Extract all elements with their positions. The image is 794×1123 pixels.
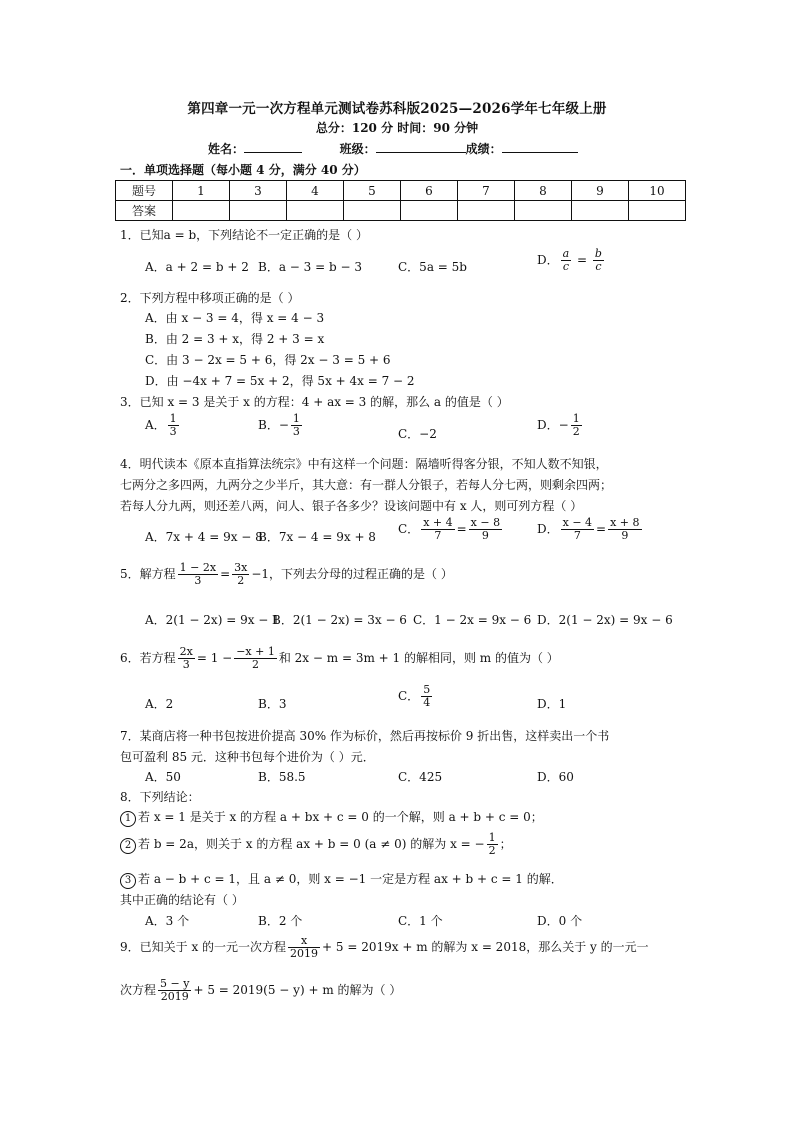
fraction-denominator: 3 [292,425,300,438]
fraction-numerator: 1 [169,412,177,425]
fraction-denominator: 3 [169,425,177,438]
fraction-numerator: x + 4 [423,516,453,529]
answer-cell[interactable] [287,201,344,221]
fraction [593,248,604,273]
q3-option-a-label: A． [145,418,166,432]
table-row-label: 题号 [116,181,173,201]
class-label: 班级： [339,142,376,156]
q6-stem-suffix: 和 2x − m = 3m + 1 的解相同，则 m 的值为（ ） [278,651,559,665]
question-7-line-1: 7．某商店将一种书包按进价提高 30% 作为标价，然后再按标价 9 折出售，这样卖出一个书 [120,729,610,743]
question-9-line-1 [120,935,649,960]
q6-option-d: D．1 [537,697,567,711]
q3-option-b-label: B．− [258,418,289,432]
fraction [178,562,218,587]
q8-tail: 其中正确的结论有（ ） [120,893,244,907]
fraction-denominator: 9 [621,529,629,542]
fraction-denominator: 3 [182,658,190,671]
score-blank [502,141,578,153]
name-label: 姓名： [208,142,245,156]
q2-option-c: C．由 3 − 2x = 5 + 6，得 2x − 3 = 5 + 6 [145,353,391,367]
answer-cell[interactable] [458,201,515,221]
q6-option-a: A．2 [145,697,174,711]
q8-conclusion-3-text: 若 a − b + c = 1，且 a ≠ 0，则 x = −1 一定是方程 ax + b + c = 1 的解． [138,872,563,886]
fraction-denominator: 2019 [160,990,189,1003]
circled-number-3: 3 [120,873,136,889]
fraction-numerator: 1 [292,412,300,425]
q4-option-c: C． $\frac{x + 4}{7}$ = $\frac{x - 8}{9}$ [398,516,501,542]
fraction-numerator: b [594,247,602,260]
table-row-label: 答案 [116,201,173,221]
class-blank [376,141,466,153]
q3-option-a [145,413,181,438]
q5-option-a: A．2(1 − 2x) = 9x − 1 [145,613,280,627]
question-9-line-2 [120,978,401,1003]
fraction-numerator: x + 8 [610,516,640,529]
q8-conclusion-1 [120,808,543,827]
fraction-numerator: 1 [488,831,496,844]
q8-option-c: C．1 个 [398,914,443,928]
q8-conclusion-1-text: 若 x = 1 是关于 x 的方程 a + bx + c = 0 的一个解，则 a + b + c = 0； [138,810,543,824]
q1-option-b: B．a − 3 = b − 3 [258,260,362,274]
q3-option-d-label: D．− [537,418,569,432]
fraction-denominator: 2 [572,425,580,438]
q1-option-c: C．5a = 5b [398,260,467,274]
q8-conclusion-3 [120,870,563,889]
fraction-numerator: 2x [179,645,193,658]
fraction [469,517,502,542]
answer-cell[interactable] [401,201,458,221]
fraction-numerator: 5 [423,683,431,696]
student-info-line [208,140,578,157]
q8-conclusion-2 [120,832,512,857]
fraction-denominator: 4 [423,696,431,709]
q9-line2-suffix: + 5 = 2019(5 − y) + m 的解为（ ） [193,983,402,997]
q8-option-d: D．0 个 [537,914,583,928]
q7-option-c: C．425 [398,770,443,784]
q3-option-b [258,413,304,438]
section-title: 一．单项选择题（每小题 4 分，满分 40 分） [120,163,366,177]
answer-table-header-row [116,181,686,201]
question-4-line-3: 若每人分九两，则还差八两，问人、银子各多少？设该问题中有 x 人，则可列方程（ ） [120,499,583,513]
fraction-denominator: 7 [573,529,581,542]
question-5-stem: 5．解方程 $\frac{1 - 2x}{3}$ = $\frac{3x}{2}$ −1，下列去分母的过程正确的是（ ） [120,561,453,587]
name-blank [244,141,302,153]
question-8-stem: 8．下列结论： [120,790,200,804]
fraction [561,517,594,542]
question-2-stem: 2．下列方程中移项正确的是（ ） [120,291,300,305]
fraction [234,646,277,671]
fraction [571,413,582,438]
fraction-denominator: 3 [194,574,202,587]
score-label: 成绩： [465,142,502,156]
q6-option-c [398,684,434,709]
q6-option-b: B．3 [258,697,287,711]
q7-option-b: B．58.5 [258,770,306,784]
exam-title: 第四章一元一次方程单元测试卷苏科版2025—2026学年七年级上册 [187,101,607,117]
fraction [487,832,498,857]
fraction-numerator: 5 − y [160,977,190,990]
fraction [178,646,195,671]
fraction-denominator: 9 [481,529,489,542]
q2-option-a: A．由 x − 3 = 4，得 x = 4 − 3 [145,311,325,325]
fraction [232,562,249,587]
q5-option-b: B．2(1 − 2x) = 3x − 6 [272,613,407,627]
answer-cell[interactable] [515,201,572,221]
answer-cell[interactable] [344,201,401,221]
circled-number-2: 2 [120,838,136,854]
answer-table-answer-row [116,201,686,221]
answer-table [115,180,686,221]
table-number: 8 [515,181,572,201]
q8-conclusion-2-suffix: ； [499,837,512,851]
q3-option-c: C．−2 [398,427,437,441]
q5-stem-suffix: −1，下列去分母的过程正确的是（ ） [251,567,453,581]
q9-line1-suffix: + 5 = 2019x + m 的解为 x = 2018，那么关于 y 的一元一 [322,940,649,954]
q2-option-b: B．由 2 = 3 + x，得 2 + 3 = x [145,332,325,346]
fraction [421,684,432,709]
fraction [291,413,302,438]
q6-stem-mid: = 1 − [196,651,233,665]
table-number: 4 [287,181,344,201]
fraction-numerator: 1 − 2x [179,561,217,574]
fraction [561,248,572,273]
question-6-stem [120,646,559,671]
q4-option-c-label: C． [398,522,420,536]
table-number: 6 [401,181,458,201]
fraction-denominator: c [562,260,569,273]
answer-cell[interactable] [572,201,629,221]
q4-option-b: B．7x − 4 = 9x + 8 [258,530,376,544]
table-number: 7 [458,181,515,201]
fraction-numerator: x − 8 [470,516,501,529]
q4-option-d: D． $\frac{x - 4}{7}$ = $\frac{x + 8}{9}$ [537,516,640,542]
answer-cell[interactable] [173,201,230,221]
fraction-denominator: c [595,260,602,273]
question-4-line-1: 4．明代读本《原本直指算法统宗》中有这样一个问题：隔墙听得客分银，不知人数不知银， [120,457,608,471]
q4-option-a: A．7x + 4 = 9x − 8 [145,530,263,544]
circled-number-1: 1 [120,811,136,827]
q5-option-d: D．2(1 − 2x) = 9x − 6 [537,613,673,627]
fraction [288,935,320,960]
table-number: 10 [629,181,686,201]
question-3-stem: 3．已知 x = 3 是关于 x 的方程：4 + ax = 3 的解，那么 a 的值是（ ） [120,395,509,409]
q8-option-b: B．2 个 [258,914,303,928]
q1-option-d-label: D． [537,253,559,267]
q8-option-a: A．3 个 [145,914,190,928]
table-number: 1 [173,181,230,201]
fraction-denominator: 2019 [290,947,319,960]
question-1-stem: 1．已知a = b，下列结论不一定正确的是（ ） [120,228,368,242]
q1-option-a: A．a + 2 = b + 2 [145,260,249,274]
fraction-denominator: 2 [252,658,260,671]
fraction-denominator: 2 [488,844,496,857]
q5-option-c: C．1 − 2x = 9x − 6 [413,613,532,627]
fraction [421,517,454,542]
q7-option-d: D．60 [537,770,574,784]
question-7-line-2: 包可盈利 85 元．这种书包每个进价为（ ）元． [120,750,375,764]
table-number: 5 [344,181,401,201]
answer-cell[interactable] [629,201,686,221]
q1-option-d: D． $\frac{a}{c}$ = $\frac{b}{c}$ [537,247,602,273]
question-4-line-2: 七两分之多四两，九两分之少半斤，其大意：有一群人分银子，若每人分七两，则剩余四两； [120,478,613,492]
fraction-numerator: 3x [234,561,248,574]
q9-line1-prefix: 9．已知关于 x 的一元一次方程 [120,940,287,954]
fraction-numerator: −x + 1 [236,645,275,658]
fraction [168,413,179,438]
table-number: 3 [230,181,287,201]
exam-subtitle: 总分：120 分 时间：90 分钟 [315,121,479,135]
fraction-numerator: a [562,247,570,260]
q3-option-d [537,413,584,438]
fraction-numerator: 1 [572,412,580,425]
q2-option-d: D．由 −4x + 7 = 5x + 2，得 5x + 4x = 7 − 2 [145,374,415,388]
q7-option-a: A．50 [145,770,181,784]
q5-stem-prefix: 5．解方程 [120,567,176,581]
fraction-denominator: 2 [237,574,245,587]
fraction-numerator: x [288,935,320,948]
answer-cell[interactable] [230,201,287,221]
fraction [158,978,191,1003]
fraction-denominator: 7 [434,529,442,542]
q6-stem-prefix: 6．若方程 [120,651,176,665]
q6-option-c-label: C． [398,689,420,703]
fraction [608,517,641,542]
q8-conclusion-2-text: 若 b = 2a，则关于 x 的方程 ax + b = 0 (a ≠ 0) 的解为 x = − [138,837,485,851]
q9-line2-prefix: 次方程 [120,983,157,997]
q4-option-d-label: D． [537,522,559,536]
fraction-numerator: x − 4 [562,516,593,529]
table-number: 9 [572,181,629,201]
